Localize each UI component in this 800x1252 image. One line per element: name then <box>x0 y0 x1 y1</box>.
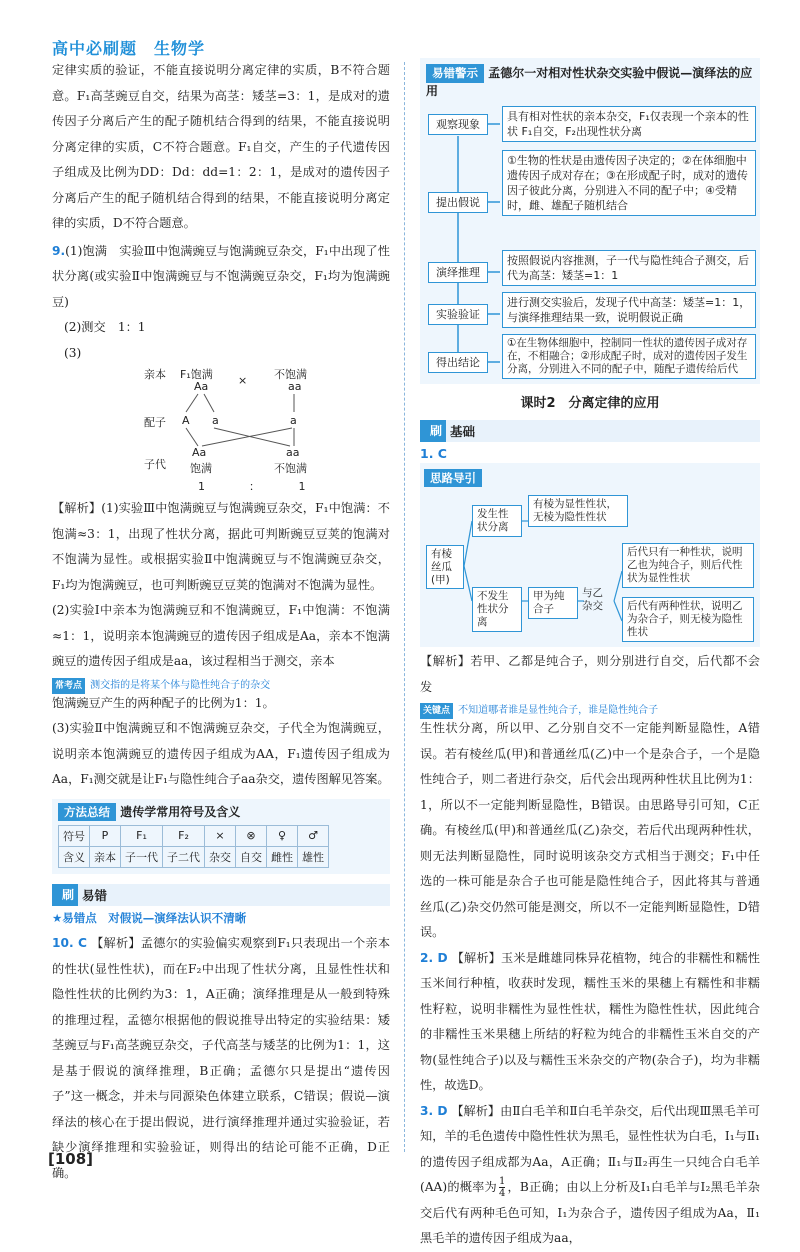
q3-fraction <box>499 1176 505 1199</box>
meaning-cell: 含义 <box>59 846 90 867</box>
q9-part1: (1)饱满 实验Ⅲ中饱满豌豆与饱满豌豆杂交，F₁中出现了性状分离(或实验Ⅱ中饱满豌豆与不饱满豌豆杂交，F₁均为饱满豌豆) <box>52 243 390 309</box>
method-summary-box <box>52 799 390 874</box>
flow-step-1: 观察现象 <box>428 114 488 135</box>
diagram-row-offspring: 子代 <box>144 458 166 471</box>
flow-step-2: 提出假说 <box>428 192 488 213</box>
method-tag: 方法总结 <box>58 803 116 821</box>
column-divider <box>404 62 405 1152</box>
flow-step-4: 实验验证 <box>428 304 488 325</box>
q9-answer-3: (3) <box>64 345 82 360</box>
mind-b1: 不发生性状分离 <box>472 587 522 632</box>
diagram-offspring2-genotype: aa <box>286 446 300 459</box>
diagram-gamete-3: a <box>290 414 297 427</box>
genetic-diagram <box>52 366 390 496</box>
symbol-cell: ♀ <box>267 825 298 846</box>
section-jichu-title: 基础 <box>450 424 476 439</box>
q2-number: 2. D <box>420 950 448 965</box>
flow-text-2: ①生物的性状是由遗传因子决定的；②在体细胞中遗传因子成对存在；③在形成配子时，成对的遗传因子彼此分离，分别进入不同的配子中；④受精时，雌、雄配子随机结合 <box>502 150 756 216</box>
section-jichu <box>420 420 760 442</box>
section-yicuo-title: 易错 <box>82 887 108 903</box>
lesson-title: 课时2 分离定律的应用 <box>520 396 660 411</box>
q1-key-row <box>420 700 760 716</box>
meaning-cell: 雌性 <box>267 846 298 867</box>
flow-step-5: 得出结论 <box>428 352 488 373</box>
brush-icon: 刷 <box>58 884 78 906</box>
q3-frac-den: 4 <box>498 1188 506 1199</box>
mind-b1-op: 与乙杂交 <box>582 587 603 612</box>
section-yicuo <box>52 884 390 906</box>
analysis-part3: (3)实验Ⅱ中饱满豌豆和不饱满豌豆杂交，子代全为饱满豌豆，说明亲本饱满豌豆的遗传因子组成为AA，F₁遗传因子组成为Aa，F₁测交就是让F₁与隐性纯合子aa杂交，遗传图解见答案。 <box>52 721 390 786</box>
flow-text-5: ①在生物体细胞中，控制同一性状的遗传因子成对存在，不相融合；②形成配子时，成对的遗传因子发生分离，分别进入不同的配子中，随配子遗传给后代 <box>502 334 756 379</box>
flowchart <box>426 106 754 376</box>
q3-frac-num: 1 <box>498 1176 506 1187</box>
page-number: [108] <box>48 1150 94 1168</box>
running-head: 高中必刷题 生物学 <box>52 39 206 58</box>
flow-text-3: 按照假说内容推测，子一代与隐性纯合子测交，后代为高茎：矮茎=1：1 <box>502 250 756 286</box>
mind-c1: 后代只有一种性状，说明乙也为纯合子，则后代性状为显性性状 <box>622 543 754 588</box>
q1-key-note: 不知道哪者谁是显性纯合子，谁是隐性纯合子 <box>458 705 659 716</box>
paragraph-top: 定律实质的验证，不能直接说明分离定律的实质，B不符合题意。F₁高茎豌豆自交，结果为高茎：矮茎=3：1，是成对的遗传因子分离后产生的配子随机结合得到的结果，不能直接说明分离定律的实质，C不符合题意。F₁自交，产生的子代遗传因子组成及比例为DD：Dd：dd=1：2：1，是成对的遗传因子分离后产生的配子随机结合得到的结果，不能直接说明分离定律的实质，D不符合题意。 <box>52 63 390 230</box>
diagram-gamete-2: a <box>212 414 219 427</box>
symbol-cell: 符号 <box>59 825 90 846</box>
right-column <box>420 58 760 1252</box>
symbol-cell: ⊗ <box>236 825 267 846</box>
meaning-cell: 子二代 <box>163 846 205 867</box>
q1-analysis: 生性状分离，所以甲、乙分别自交不一定能判断显隐性，A错误。若有棱丝瓜(甲)和普通丝瓜(乙)中一个是杂合子，一个是隐性纯合子，则二者进行杂交，后代会出现两种性状且比例为1：1，所以不一定能判断显隐性，B错误。由思路导引可知，C正确。有棱丝瓜(甲)和普通丝瓜(乙)杂交，若后代出现两种性状，则无法判断显隐性，同时说明该杂交方式相当于测交；F₁中任选的一株可能是杂合子也可能是隐性纯合子，因此将其与普通丝瓜(乙)杂交仍然可能是测交，所以不一定能判断显隐性，D错误。 <box>420 721 760 939</box>
q2-answer <box>420 946 760 1099</box>
warning-tag: 易错警示 <box>426 64 484 83</box>
mind-b1-mid: 甲为纯合子 <box>528 587 578 619</box>
symbol-cell: ♂ <box>298 825 329 846</box>
brush-icon: 刷 <box>426 420 446 442</box>
q3-number: 3. D <box>420 1103 448 1118</box>
q2-text: 【解析】玉米是雌雄同株异花植物，纯合的非糯性和糯性玉米间行种植，收获时发现，糯性玉米的果穗上有糯性和非糯性籽粒，说明非糯性为显性性状，糯性为隐性性状，因此纯合的非糯性玉米果穗上所结的籽粒为纯合的非糯性玉米自交的产物(显性纯合子)以及与糯性玉米杂交的产物(杂合子)，均为非糯性，故选D。 <box>420 950 760 1092</box>
diagram-row-parent: 亲本 <box>144 368 166 381</box>
q9-answer-1 <box>52 239 390 316</box>
kaodian-note: 测交指的是将某个体与隐性纯合子的杂交 <box>90 679 271 691</box>
q3-text-a: 【解析】由Ⅱ白毛羊和Ⅱ白毛羊杂交，后代出现Ⅲ黑毛羊可知，羊的毛色遗传中隐性性状为黑毛，显性性状为白毛，Ⅰ₁与Ⅱ₁的遗传因子组成都为Aa，A正确；Ⅱ₁与Ⅱ₂再生一只纯合白毛羊(AA)的概率为 <box>420 1103 760 1194</box>
diagram-cross-symbol: × <box>238 374 248 387</box>
analysis-part2: (2)实验Ⅰ中亲本为饱满豌豆和不饱满豌豆，F₁中饱满：不饱满≈1：1，说明亲本饱满豌豆的遗传因子组成是Aa，亲本不饱满豌豆的遗传因子组成是aa，该过程相当于测交，亲本 <box>52 603 390 668</box>
q1-number: 1. C <box>420 446 447 461</box>
mind-a1-result: 有棱为显性性状，无棱为隐性性状 <box>528 495 628 527</box>
meaning-cell: 自交 <box>236 846 267 867</box>
q1-key-tag: 关键点 <box>420 703 453 719</box>
symbol-table <box>58 825 329 868</box>
q10-number: 10. C <box>52 936 88 950</box>
mind-a1: 发生性状分离 <box>472 505 522 537</box>
q9-answer-2: (2)测交 1：1 <box>64 320 146 334</box>
meaning-cell: 亲本 <box>90 846 121 867</box>
kaodian-note-row <box>52 675 390 691</box>
symbol-table-row <box>59 825 329 846</box>
diagram-parent1-genotype: Aa <box>194 380 209 393</box>
warning-box <box>420 58 760 384</box>
method-title: 遗传学常用符号及含义 <box>120 804 241 819</box>
diagram-offspring2-phenotype: 不饱满 <box>274 462 307 475</box>
diagram-row-gamete: 配子 <box>144 416 166 429</box>
diagram-ratio: 1 ： 1 <box>198 480 306 493</box>
symbol-cell: P <box>90 825 121 846</box>
warning-title: 孟德尔一对相对性状杂交实验中假说—演绎法的应用 <box>426 66 753 98</box>
mind-map <box>424 491 756 641</box>
q3-answer <box>420 1099 760 1252</box>
diagram-offspring1-phenotype: 饱满 <box>190 462 212 475</box>
symbol-cell: F₁ <box>121 825 163 846</box>
flow-step-3: 演绎推理 <box>428 262 488 283</box>
diagram-parent2: 不饱满 <box>274 368 307 381</box>
meaning-table-row <box>59 846 329 867</box>
analysis-part1: 【解析】(1)实验Ⅲ中饱满豌豆与饱满豌豆杂交，F₁中饱满：不饱满≈3：1，出现了性状分离，据此可判断豌豆豆荚的饱满对不饱满为显性。或根据实验Ⅱ中饱满豌豆与不饱满豌豆杂交，F₁均为饱满豌豆，也可判断豌豆豆荚的饱满对不饱满为显性。 <box>52 501 390 592</box>
mind-root: 有棱丝瓜(甲) <box>426 545 464 589</box>
flow-text-4: 进行测交实验后，发现子代中高茎：矮茎=1：1，与演绎推理结果一致，说明假说正确 <box>502 292 756 328</box>
q9-number: 9. <box>52 243 66 258</box>
diagram-lines <box>52 366 390 496</box>
symbol-cell: × <box>205 825 236 846</box>
q10-text: 【解析】孟德尔的实验偏实观察到F₁只表现出一个亲本的性状(显性性状)，而在F₂中出现了性状分离，且显性性状和隐性性状的比例约为3：1，A正确；演绎推理是从一般到特殊的推理过程，孟德尔根据他的假说推导出特定的实验结果：矮茎豌豆与F₁高茎豌豆杂交，子代高茎与矮茎的比例为1：1，这是基于假说的演绎推理，B正确；孟德尔只是提出“遗传因子”这一概念，并未与同源染色体建立联系，C错误；假说—演绎法的核心在于提出假说，进行演绎推理并通过实验验证，若缺少演绎推理和实验验证，则得出的结论可能不正确，D正确。 <box>52 936 391 1180</box>
q10-answer <box>52 931 390 1186</box>
diagram-gamete-1: A <box>182 414 190 427</box>
mind-c2: 后代有两种性状，说明乙为杂合子，则无棱为隐性性状 <box>622 597 754 642</box>
q1-analysis-start: 【解析】若甲、乙都是纯合子，则分别进行自交，后代都不会发 <box>420 654 760 694</box>
symbol-cell: F₂ <box>163 825 205 846</box>
yicuo-point: ★易错点 对假说—演绎法认识不清晰 <box>52 910 247 925</box>
kaodian-tag: 常考点 <box>52 678 85 694</box>
diagram-parent1: F₁饱满 <box>180 368 213 381</box>
flow-text-1: 具有相对性状的亲本杂交，F₁仅表现一个亲本的性状 F₁自交，F₂出现性状分离 <box>502 106 756 142</box>
silu-tag: 思路导引 <box>424 469 482 487</box>
meaning-cell: 子一代 <box>121 846 163 867</box>
page-number-value: 108 <box>54 1150 87 1168</box>
left-column <box>52 58 390 1186</box>
meaning-cell: 杂交 <box>205 846 236 867</box>
diagram-offspring1-genotype: Aa <box>192 446 207 459</box>
analysis-part2-cont: 饱满豌豆产生的两种配子的比例为1：1。 <box>52 695 275 710</box>
silu-box <box>420 463 760 647</box>
q3-text-b: ，B正确；由以上分析及Ⅰ₁白毛羊与Ⅰ₂黑毛羊杂交后代有两种毛色可知，Ⅰ₁为杂合子，遗传因子组成为Aa，Ⅱ₁黑毛羊的遗传因子组成为aa， <box>420 1180 760 1245</box>
diagram-parent2-genotype: aa <box>288 380 302 393</box>
meaning-cell: 雄性 <box>298 846 329 867</box>
